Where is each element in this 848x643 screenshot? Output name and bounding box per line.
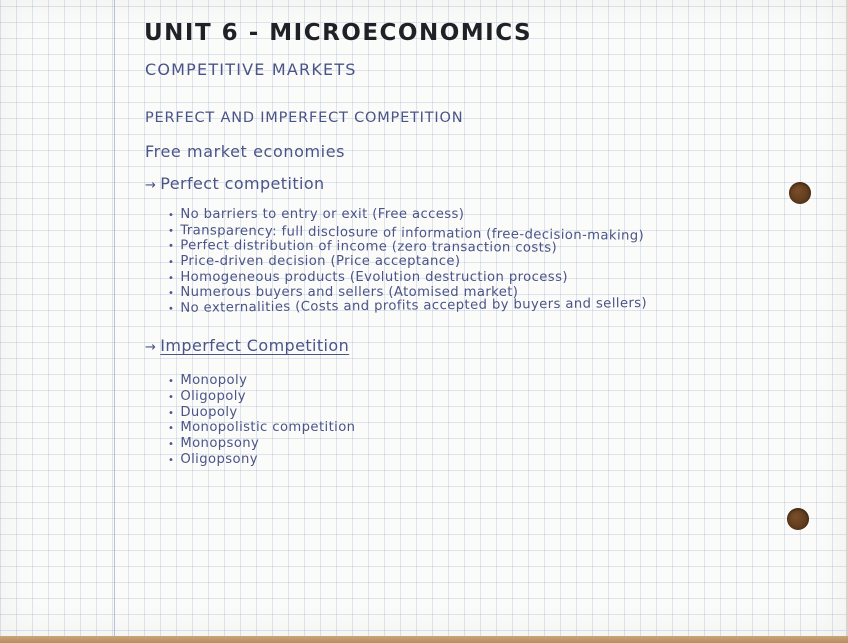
arrow-icon: → — [145, 340, 157, 355]
list-item: • Perfect distribution of income (zero transaction costs) — [167, 238, 558, 257]
bullet-icon: • — [167, 225, 175, 237]
list-item: • Transparency: full disclosure of information (free-decision-making) — [167, 222, 645, 244]
bullet-icon: • — [167, 241, 175, 253]
table-surface — [0, 636, 848, 643]
list-item: • Monopsony — [168, 436, 260, 452]
bullet-icon: • — [168, 454, 175, 466]
margin-line — [114, 0, 115, 636]
list-item: • Monopolistic competition — [168, 420, 356, 436]
bullet-icon: • — [167, 304, 175, 316]
list-item: • Price-driven decision (Price acceptance) — [168, 254, 461, 270]
bullet-icon: • — [168, 439, 175, 451]
intro-line: Free market economies — [145, 142, 346, 161]
imperfect-heading-label: Imperfect Competition — [160, 336, 350, 355]
subtitle: COMPETITIVE MARKETS — [145, 60, 357, 79]
bullet-icon: • — [168, 210, 175, 221]
list-item: • Oligopoly — [168, 388, 246, 404]
perfect-competition-list — [168, 207, 647, 317]
bullet-icon: • — [168, 423, 175, 435]
imperfect-competition-list — [168, 373, 355, 468]
page-title: UNIT 6 - MICROECONOMICS — [144, 20, 533, 46]
binder-hole-top — [789, 182, 811, 204]
section-heading: PERFECT AND IMPERFECT COMPETITION — [145, 110, 464, 126]
bullet-icon: • — [168, 288, 175, 300]
list-item: • Duopoly — [168, 404, 238, 420]
bullet-icon: • — [168, 272, 175, 284]
binder-hole-bottom — [787, 508, 809, 530]
list-item: • Oligopsony — [168, 451, 258, 467]
perfect-competition-heading — [145, 174, 325, 193]
bullet-icon: • — [168, 407, 175, 419]
list-item: • No barriers to entry or exit (Free access) — [168, 207, 465, 222]
bullet-icon: • — [168, 257, 175, 269]
list-item: • Monopoly — [168, 373, 248, 388]
list-item: • Numerous buyers and sellers (Atomised market) — [168, 285, 519, 301]
perfect-heading-label: Perfect competition — [160, 174, 325, 193]
list-item: • Homogeneous products (Evolution destruction process) — [168, 269, 568, 285]
bullet-icon: • — [168, 391, 175, 403]
arrow-icon: → — [145, 178, 157, 193]
list-item: • No externalities (Costs and profits accepted by buyers and sellers) — [167, 296, 648, 316]
imperfect-competition-heading — [145, 336, 349, 355]
bullet-icon: • — [168, 376, 175, 387]
